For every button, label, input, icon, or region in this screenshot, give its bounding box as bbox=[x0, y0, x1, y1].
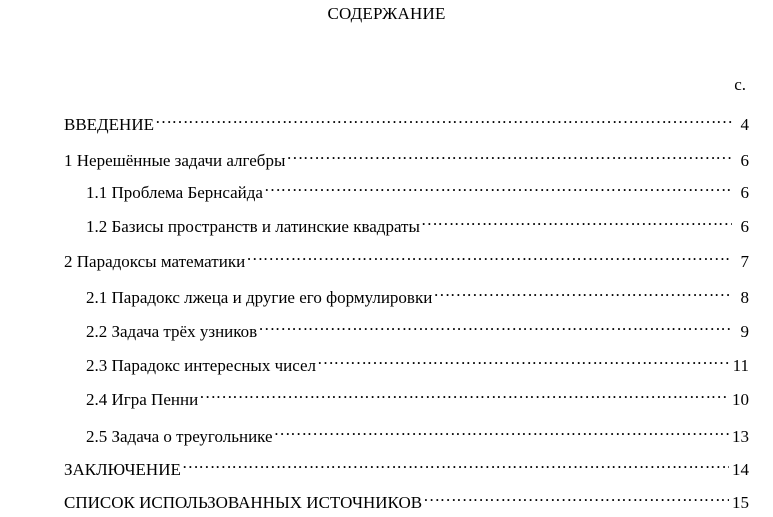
toc-leader-dots bbox=[421, 208, 732, 232]
toc-entry-introduction[interactable] bbox=[64, 106, 749, 134]
toc-entry-page: 13 bbox=[732, 427, 749, 446]
toc-entry-section-1-1[interactable] bbox=[86, 174, 749, 202]
toc-entry-page: 8 bbox=[740, 288, 749, 307]
toc-entry-page: 11 bbox=[732, 356, 749, 375]
toc-entry-chapter-2[interactable] bbox=[64, 243, 749, 271]
toc-leader-dots bbox=[155, 106, 732, 130]
toc-leader-dots bbox=[199, 381, 729, 405]
toc-entry-section-2-5[interactable] bbox=[86, 418, 749, 446]
toc-entry-page: 14 bbox=[732, 460, 749, 479]
toc-entry-references[interactable] bbox=[64, 484, 749, 512]
toc-leader-dots bbox=[286, 142, 732, 166]
toc-leader-dots bbox=[264, 174, 732, 198]
toc-entry-conclusion[interactable] bbox=[64, 451, 749, 479]
toc-entry-text: 2.2 Задача трёх узников bbox=[86, 322, 258, 341]
toc-leader-dots bbox=[433, 279, 732, 303]
toc-entry-text: 2.1 Парадокс лжеца и другие его формулировки bbox=[86, 288, 433, 307]
toc-entry-page: 6 bbox=[740, 151, 749, 170]
page-column-label: с. bbox=[734, 75, 746, 94]
toc-entry-section-1-2[interactable] bbox=[86, 208, 749, 236]
toc-entry-page: 4 bbox=[740, 115, 749, 134]
toc-entry-section-2-3[interactable] bbox=[86, 347, 749, 375]
toc-entry-text: 1 Нерешённые задачи алгебры bbox=[64, 151, 286, 170]
toc-entry-text: СПИСОК ИСПОЛЬЗОВАННЫХ ИСТОЧНИКОВ bbox=[64, 493, 423, 512]
page-title: СОДЕРЖАНИЕ bbox=[327, 4, 446, 23]
toc-entry-text: 1.2 Базисы пространств и латинские квадраты bbox=[86, 217, 420, 236]
toc-entry-text: ЗАКЛЮЧЕНИЕ bbox=[64, 460, 181, 479]
toc-entry-section-2-1[interactable] bbox=[86, 279, 749, 307]
toc-leader-dots bbox=[182, 451, 729, 475]
toc-entry-page: 6 bbox=[740, 183, 749, 202]
toc-entry-chapter-1[interactable] bbox=[64, 142, 749, 170]
toc-entry-page: 15 bbox=[732, 493, 749, 512]
toc-leader-dots bbox=[246, 243, 732, 267]
toc-leader-dots bbox=[423, 484, 729, 508]
toc-entry-text: 1.1 Проблема Бернсайда bbox=[86, 183, 263, 202]
toc-entry-text: ВВЕДЕНИЕ bbox=[64, 115, 154, 134]
toc-leader-dots bbox=[317, 347, 730, 371]
toc-entry-text: 2.4 Игра Пенни bbox=[86, 390, 199, 409]
toc-entry-page: 7 bbox=[740, 252, 749, 271]
toc-leader-dots bbox=[258, 313, 732, 337]
toc-entry-text: 2 Парадоксы математики bbox=[64, 252, 246, 271]
toc-entry-section-2-2[interactable] bbox=[86, 313, 749, 341]
toc-entry-page: 10 bbox=[732, 390, 749, 409]
toc-entry-page: 6 bbox=[740, 217, 749, 236]
toc-entry-text: 2.3 Парадокс интересных чисел bbox=[86, 356, 317, 375]
toc-entry-page: 9 bbox=[740, 322, 749, 341]
toc-leader-dots bbox=[274, 418, 729, 442]
toc-entry-section-2-4[interactable] bbox=[86, 381, 749, 409]
toc-entry-text: 2.5 Задача о треугольнике bbox=[86, 427, 273, 446]
